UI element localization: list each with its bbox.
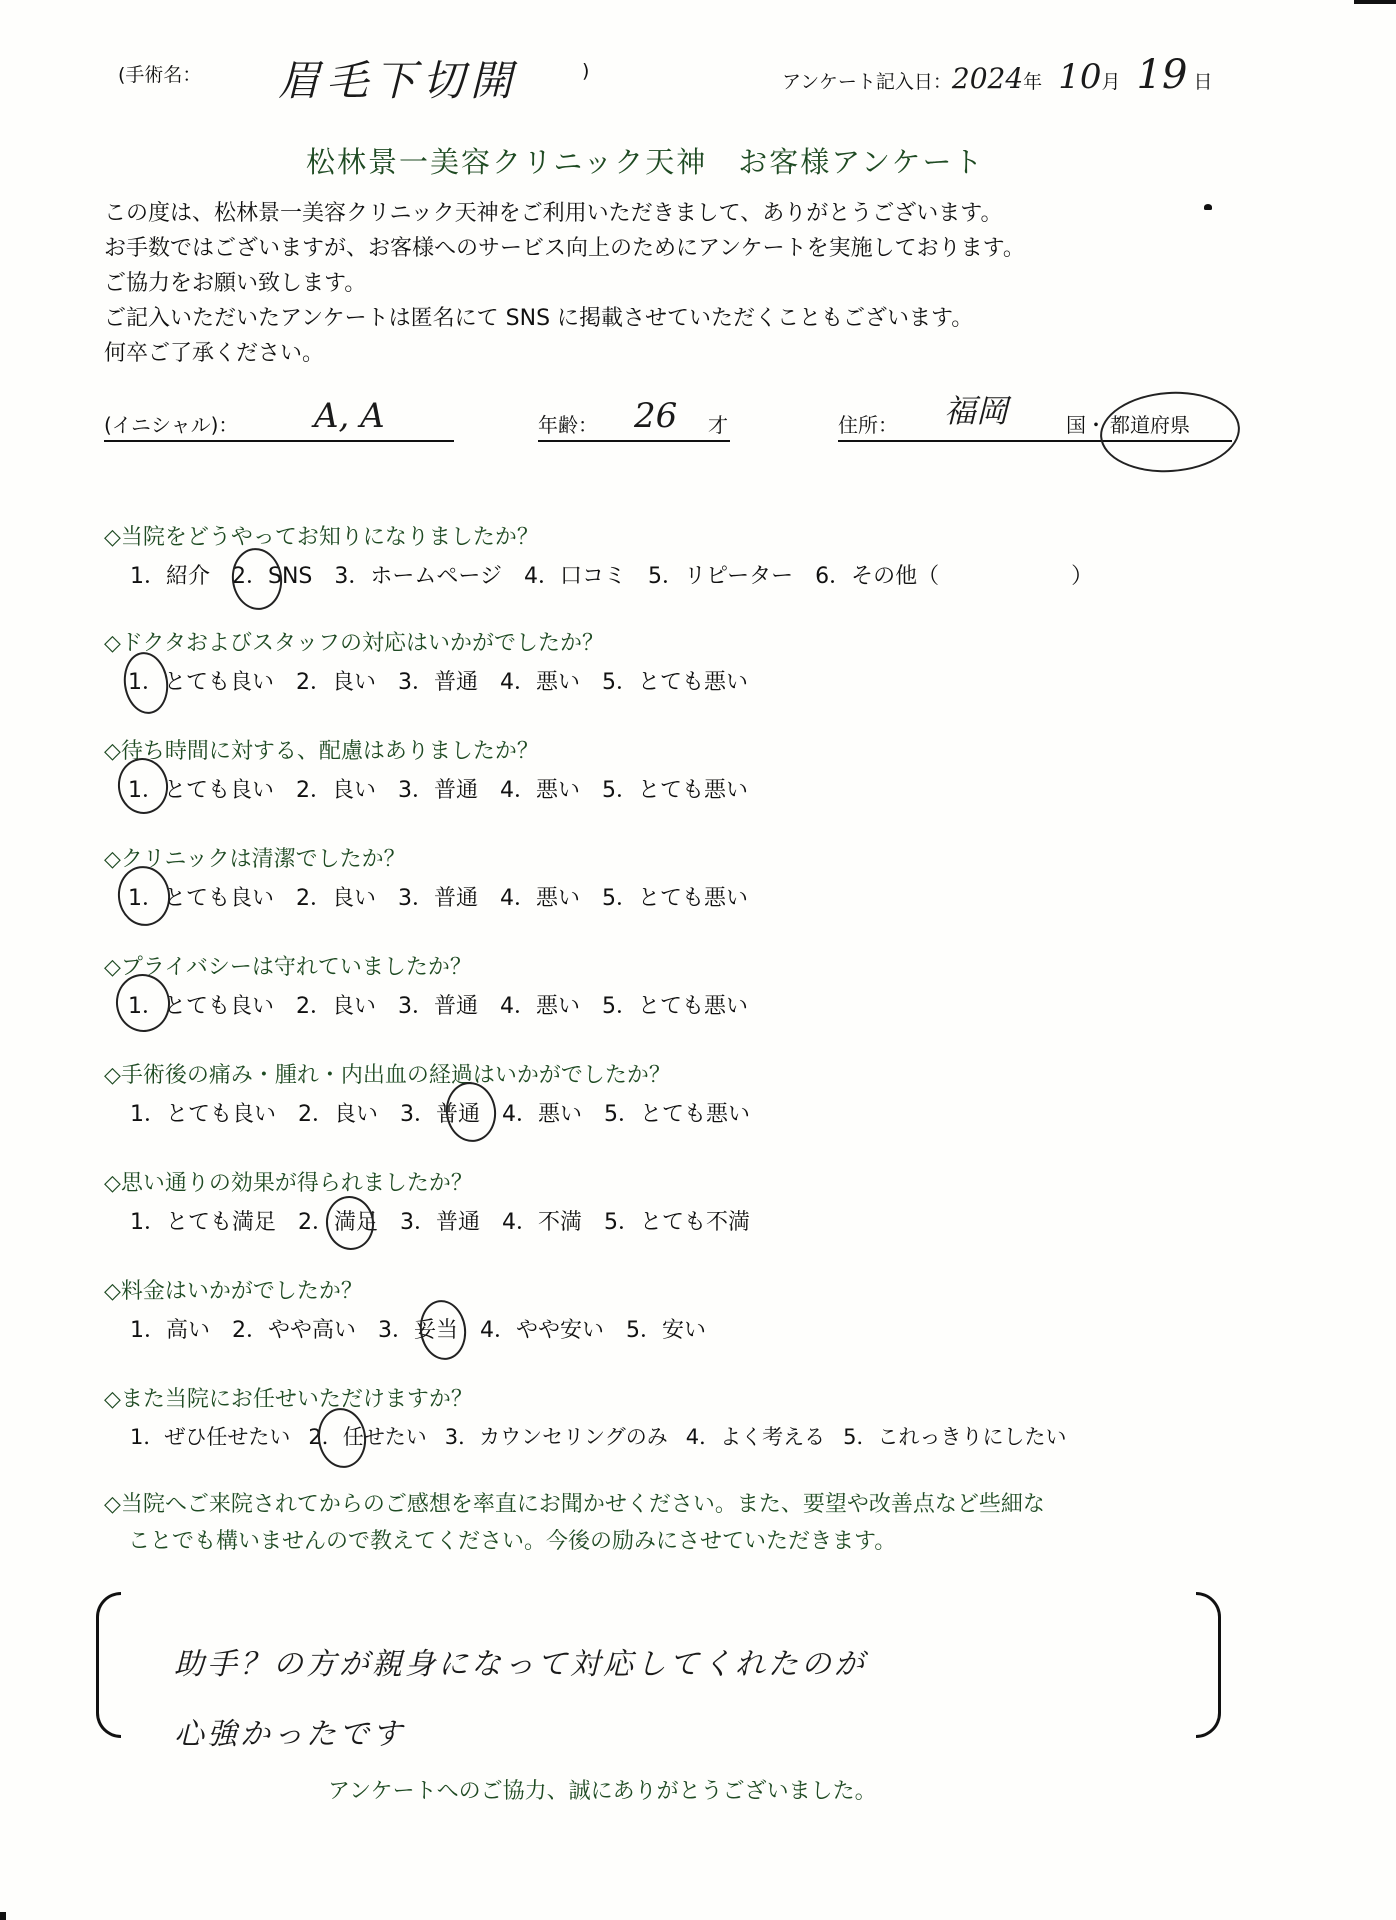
option-1[interactable]: 1．とても満足 <box>130 1210 276 1235</box>
question-7 <box>104 1166 772 1236</box>
day-unit: 日 <box>1193 71 1213 93</box>
survey-date <box>782 52 1212 98</box>
intro-line: この度は、松林景一美容クリニック天神をご利用いただきまして、ありがとうございます。 <box>104 201 1003 226</box>
option-5[interactable]: 5．とても悪い <box>602 778 748 803</box>
option-5[interactable]: 5．これっきりにしたい <box>843 1425 1067 1449</box>
date-day: 19 <box>1136 52 1188 98</box>
option-4[interactable]: 4．悪い <box>500 778 580 803</box>
age-label: 年齢： <box>538 413 598 437</box>
comment-line: 助手？の方が親身になって対応してくれたのが <box>174 1647 867 1682</box>
feedback-prompt-line: ことでも構いませんので教えてください。今後の励みにさせていただきます。 <box>128 1529 897 1554</box>
intro-line: ご協力をお願い致します。 <box>104 271 367 296</box>
option-2[interactable]: 2．やや高い <box>232 1318 356 1343</box>
initial-value: A, A <box>314 396 385 436</box>
option-1[interactable]: 1．紹介 <box>130 564 210 589</box>
option-1[interactable]: 1．とても良い <box>128 778 274 803</box>
option-group <box>130 1421 1088 1451</box>
comment-line: 心強かったです <box>174 1717 405 1752</box>
feedback-prompt-line: ◇当院へご来院されてからのご感想を率直にお聞かせください。また、要望や改善点など些細な <box>104 1492 1045 1517</box>
option-4[interactable]: 4．口コミ <box>523 564 626 589</box>
question-5 <box>104 950 770 1020</box>
date-year: 2024 <box>951 62 1024 95</box>
option-1[interactable]: 1．ぜひ任せたい <box>130 1425 291 1449</box>
option-2[interactable]: 2．良い <box>296 886 376 911</box>
option-3[interactable]: 3．普通 <box>400 1102 480 1127</box>
option-4[interactable]: 4．やや安い <box>480 1318 604 1343</box>
year-unit: 年 <box>1023 71 1043 93</box>
footer-thanks: アンケートへのご協力、誠にありがとうございました。 <box>328 1779 877 1804</box>
option-2[interactable]: 2．良い <box>296 670 376 695</box>
option-4[interactable]: 4．悪い <box>500 994 580 1019</box>
option-2[interactable]: 2．任せたい <box>308 1425 427 1449</box>
address-prefecture[interactable]: 都道府県 <box>1110 413 1190 437</box>
option-group <box>128 773 770 804</box>
initial-field[interactable] <box>104 398 454 442</box>
option-group <box>128 989 770 1020</box>
option-5[interactable]: 5．とても悪い <box>602 886 748 911</box>
address-separator: ・ <box>1086 413 1106 437</box>
option-group <box>128 665 770 696</box>
option-2[interactable]: 2．良い <box>298 1102 378 1127</box>
question-3 <box>104 734 770 804</box>
option-3[interactable]: 3．カウンセリングのみ <box>444 1425 668 1449</box>
question-8 <box>104 1274 728 1344</box>
option-1[interactable]: 1．高い <box>130 1318 210 1343</box>
scan-edge-mark-bottom-left <box>0 1912 6 1920</box>
option-3[interactable]: 3．普通 <box>398 994 478 1019</box>
question-6 <box>104 1058 772 1128</box>
option-group <box>130 1205 772 1236</box>
option-1[interactable]: 1．とても良い <box>130 1102 276 1127</box>
feedback-prompt <box>104 1486 1045 1560</box>
option-4[interactable]: 4．悪い <box>500 670 580 695</box>
option-2[interactable]: 2．良い <box>296 778 376 803</box>
option-3[interactable]: 3．普通 <box>398 670 478 695</box>
option-3[interactable]: 3．普通 <box>398 778 478 803</box>
option-4[interactable]: 4．悪い <box>500 886 580 911</box>
stray-ink-mark <box>1204 204 1212 210</box>
question-title: ◇待ち時間に対する、配慮はありましたか？ <box>104 739 539 764</box>
surgery-close: ) <box>582 60 590 82</box>
surgery-value: 眉毛下切開 <box>278 56 519 105</box>
surgery-label: (手術名： <box>118 64 202 86</box>
option-1[interactable]: 1．とても良い <box>128 994 274 1019</box>
intro-line: ご記入いただいたアンケートは匿名にて SNS に掲載させていただくこともございます。 <box>104 306 974 331</box>
initial-label: (イニシャル)： <box>104 413 239 437</box>
option-5[interactable]: 5．とても悪い <box>604 1102 750 1127</box>
address-value: 福岡 <box>944 392 1009 430</box>
age-value: 26 <box>634 396 678 436</box>
question-title: ◇料金はいかがでしたか？ <box>104 1279 363 1304</box>
question-title: ◇手術後の痛み・腫れ・内出血の経過はいかがでしたか？ <box>104 1063 671 1088</box>
option-5[interactable]: 5．リピーター <box>647 564 794 589</box>
comment-text[interactable] <box>174 1630 867 1770</box>
option-6[interactable]: 6．その他（ ） <box>815 564 1094 589</box>
age-unit: 才 <box>708 413 728 437</box>
intro-text <box>104 196 1025 371</box>
option-5[interactable]: 5．とても不満 <box>604 1210 750 1235</box>
question-4 <box>104 842 770 912</box>
month-unit: 月 <box>1101 71 1121 93</box>
option-2[interactable]: 2．満足 <box>298 1210 378 1235</box>
question-2 <box>104 626 770 696</box>
option-4[interactable]: 4．不満 <box>502 1210 582 1235</box>
option-1[interactable]: 1．とても良い <box>128 670 274 695</box>
option-4[interactable]: 4．よく考える <box>685 1425 826 1449</box>
question-title: ◇当院をどうやってお知りになりましたか？ <box>104 525 539 550</box>
question-9 <box>104 1382 1088 1451</box>
address-label: 住所： <box>838 413 898 437</box>
question-title: ◇クリニックは清潔でしたか？ <box>104 847 406 872</box>
option-3[interactable]: 3．ホームページ <box>334 564 502 589</box>
date-label: アンケート記入日： <box>782 71 952 93</box>
option-3[interactable]: 3．普通 <box>398 886 478 911</box>
question-title: ◇思い通りの効果が得られましたか？ <box>104 1171 473 1196</box>
scan-edge-mark-top-right <box>1354 0 1396 4</box>
question-title: ◇プライバシーは守れていましたか？ <box>104 955 472 980</box>
option-5[interactable]: 5．安い <box>626 1318 706 1343</box>
option-4[interactable]: 4．悪い <box>502 1102 582 1127</box>
option-5[interactable]: 5．とても悪い <box>602 670 748 695</box>
comment-box-left-bracket <box>96 1592 121 1738</box>
intro-line: お手数ではございますが、お客様へのサービス向上のためにアンケートを実施しております。 <box>104 236 1025 261</box>
option-3[interactable]: 3．普通 <box>400 1210 480 1235</box>
option-1[interactable]: 1．とても良い <box>128 886 274 911</box>
date-month: 10 <box>1058 57 1102 97</box>
question-title: ◇また当院にお任せいただけますか？ <box>104 1387 473 1412</box>
option-group <box>128 881 770 912</box>
survey-title: 松林景一美容クリニック天神 お客様アンケート <box>306 145 985 179</box>
comment-box-right-bracket <box>1196 1592 1221 1738</box>
age-field[interactable] <box>538 398 730 442</box>
question-title: ◇ドクタおよびスタッフの対応はいかがでしたか？ <box>104 631 605 656</box>
intro-line: 何卒ご了承ください。 <box>104 341 325 366</box>
option-5[interactable]: 5．とても悪い <box>602 994 748 1019</box>
option-2[interactable]: 2．良い <box>296 994 376 1019</box>
option-2[interactable]: 2．SNS <box>232 564 313 589</box>
address-country: 国 <box>1066 413 1086 437</box>
option-3[interactable]: 3．妥当 <box>378 1318 458 1343</box>
